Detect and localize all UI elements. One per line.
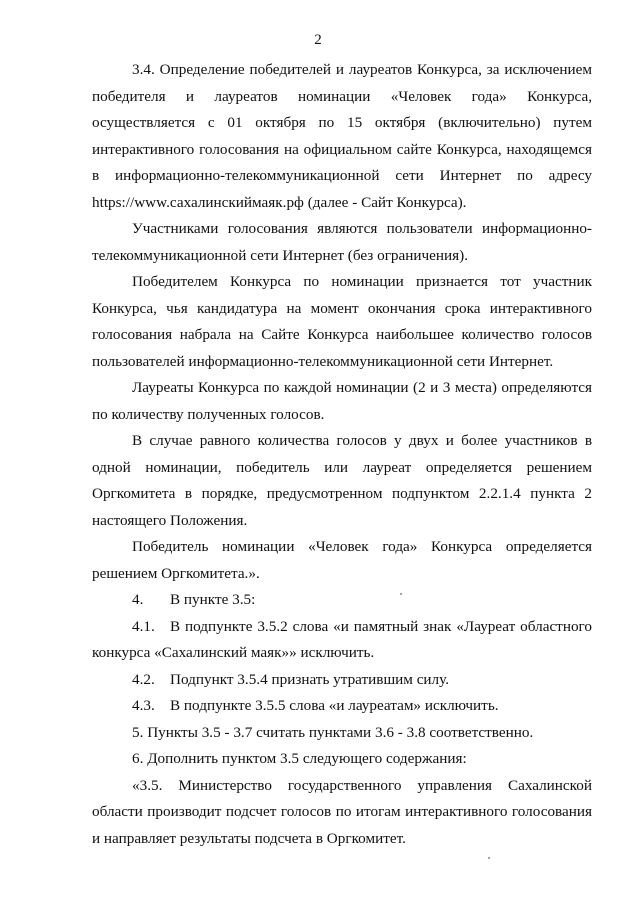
paragraph-winner-definition: Победителем Конкурса по номинации признается тот участник Конкурса, чья кандидатура на момент окончания срока интерактивного голосования набрала на Сайте Конкурса наибольшее количество голосов пользователей информационно-телекоммуникационной сети Интернет. (92, 273, 592, 370)
paragraph-voting-participants: Участниками голосования являются пользователи информационно-телекоммуникационной сети Интернет (без ограничения). (92, 220, 592, 264)
item-4 (92, 587, 592, 614)
paragraph-5-renumber: 5. Пункты 3.5 - 3.7 считать пунктами 3.6 - 3.8 соответственно. (132, 723, 534, 741)
item-4-2-number: 4.2. (132, 670, 155, 688)
paragraph-6-add: 6. Дополнить пунктом 3.5 следующего содержания: (132, 750, 467, 767)
paragraph-3-4: 3.4. Определение победителей и лауреатов Конкурса, за исключением победителя и лауреатов номинации «Человек года» Конкурса, осуществляется с 01 октября по 15 октября (включительно) путем интерактивного голосования на официальном сайте Конкурса, находящемся в информационно-телекоммуникационной сети Интернет по адресу https://www.сахалинскиймаяк.рф (далее - Сайт Конкурса). (92, 61, 592, 211)
item-4-2 (92, 667, 592, 694)
item-4-text: В пункте 3.5: (170, 591, 256, 608)
scan-speck (488, 857, 490, 859)
item-4-3 (92, 693, 592, 720)
paragraph-laureates-definition: Лауреаты Конкурса по каждой номинации (2 и 3 места) определяются по количеству полученных голосов. (92, 379, 592, 423)
item-4-3-number: 4.3. (132, 697, 155, 714)
page-number: 2 (314, 32, 322, 48)
paragraph-3-5-new: «3.5. Министерство государственного управления Сахалинской области производит подсчет голосов по итогам интерактивного голосования и направляет результаты подсчета в Оргкомитет. (92, 776, 592, 847)
item-4-3-text: В подпункте 3.5.5 слова «и лауреатам» исключить. (170, 697, 499, 714)
item-4-1-number: 4.1. (132, 617, 155, 635)
document-body (92, 57, 592, 852)
item-4-1-text: В подпункте 3.5.2 слова «и памятный знак «Лауреат областного конкурса «Сахалинский маяк»» исключить. (92, 617, 592, 661)
item-4-2-text: Подпункт 3.5.4 признать утратившим силу. (170, 670, 450, 688)
paragraph-person-of-year: Победитель номинации «Человек года» Конкурса определяется решением Оргкомитета.». (92, 538, 592, 582)
scan-speck (400, 593, 402, 595)
item-4-number: 4. (132, 591, 144, 608)
paragraph-equal-votes: В случае равного количества голосов у двух и более участников в одной номинации, победитель или лауреат определяется решением Оргкомитета в порядке, предусмотренном подпунктом 2.2.1.4 пункта 2 настоящего Положения. (92, 432, 592, 529)
item-4-1 (92, 614, 592, 667)
